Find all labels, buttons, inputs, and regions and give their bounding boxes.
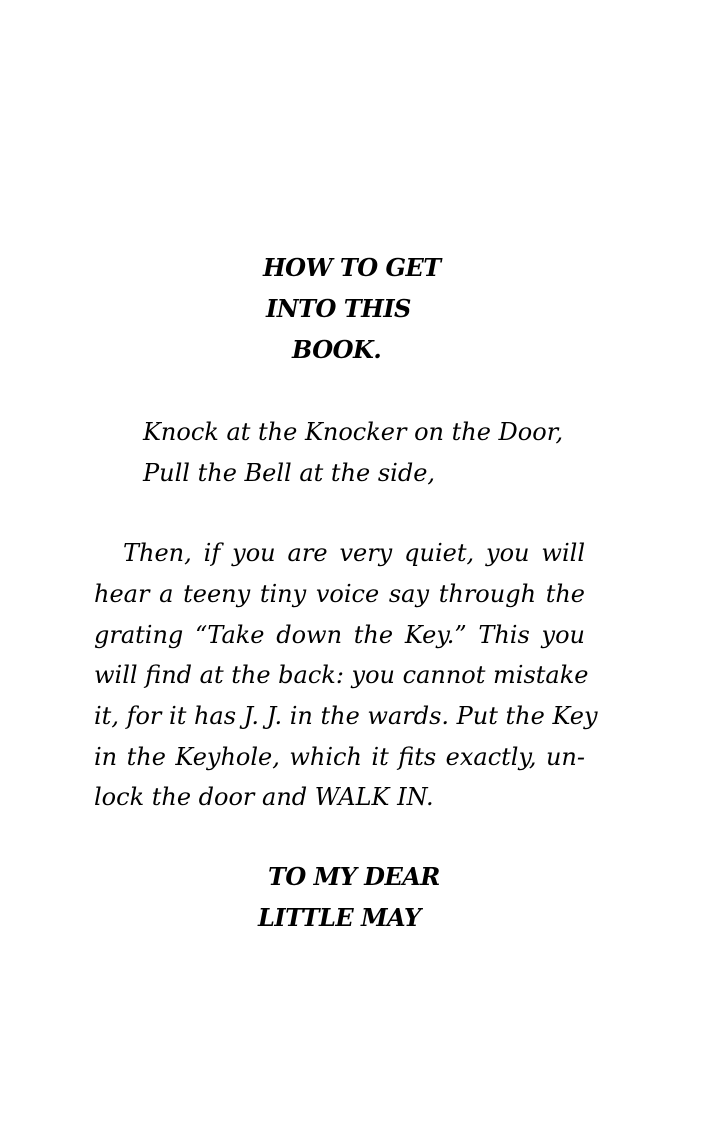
paragraph-line-5: it, for it has J. J. in the wards. Put the Key xyxy=(94,702,598,730)
verse-line-2: Pull the Bell at the side, xyxy=(143,459,436,487)
heading-line-3: BOOK. xyxy=(292,335,382,364)
paragraph-line-4: will find at the back: you cannot mistake xyxy=(94,661,589,689)
paragraph-line-3: grating “Take down the Key.” This you xyxy=(94,621,585,649)
paragraph-line-2: hear a teeny tiny voice say through the xyxy=(94,580,585,608)
dedication-line-1: TO MY DEAR xyxy=(268,862,440,891)
heading-line-2: INTO THIS xyxy=(266,294,411,323)
paragraph-line-1: Then, if you are very quiet, you will xyxy=(123,539,585,567)
verse-line-1: Knock at the Knocker on the Door, xyxy=(143,418,564,446)
dedication-line-2: LITTLE MAY xyxy=(258,903,421,932)
paragraph-line-7: lock the door and WALK IN. xyxy=(94,783,434,811)
heading-line-1: HOW TO GET xyxy=(263,253,441,282)
paragraph-line-6: in the Keyhole, which it fits exactly, un- xyxy=(94,743,585,771)
